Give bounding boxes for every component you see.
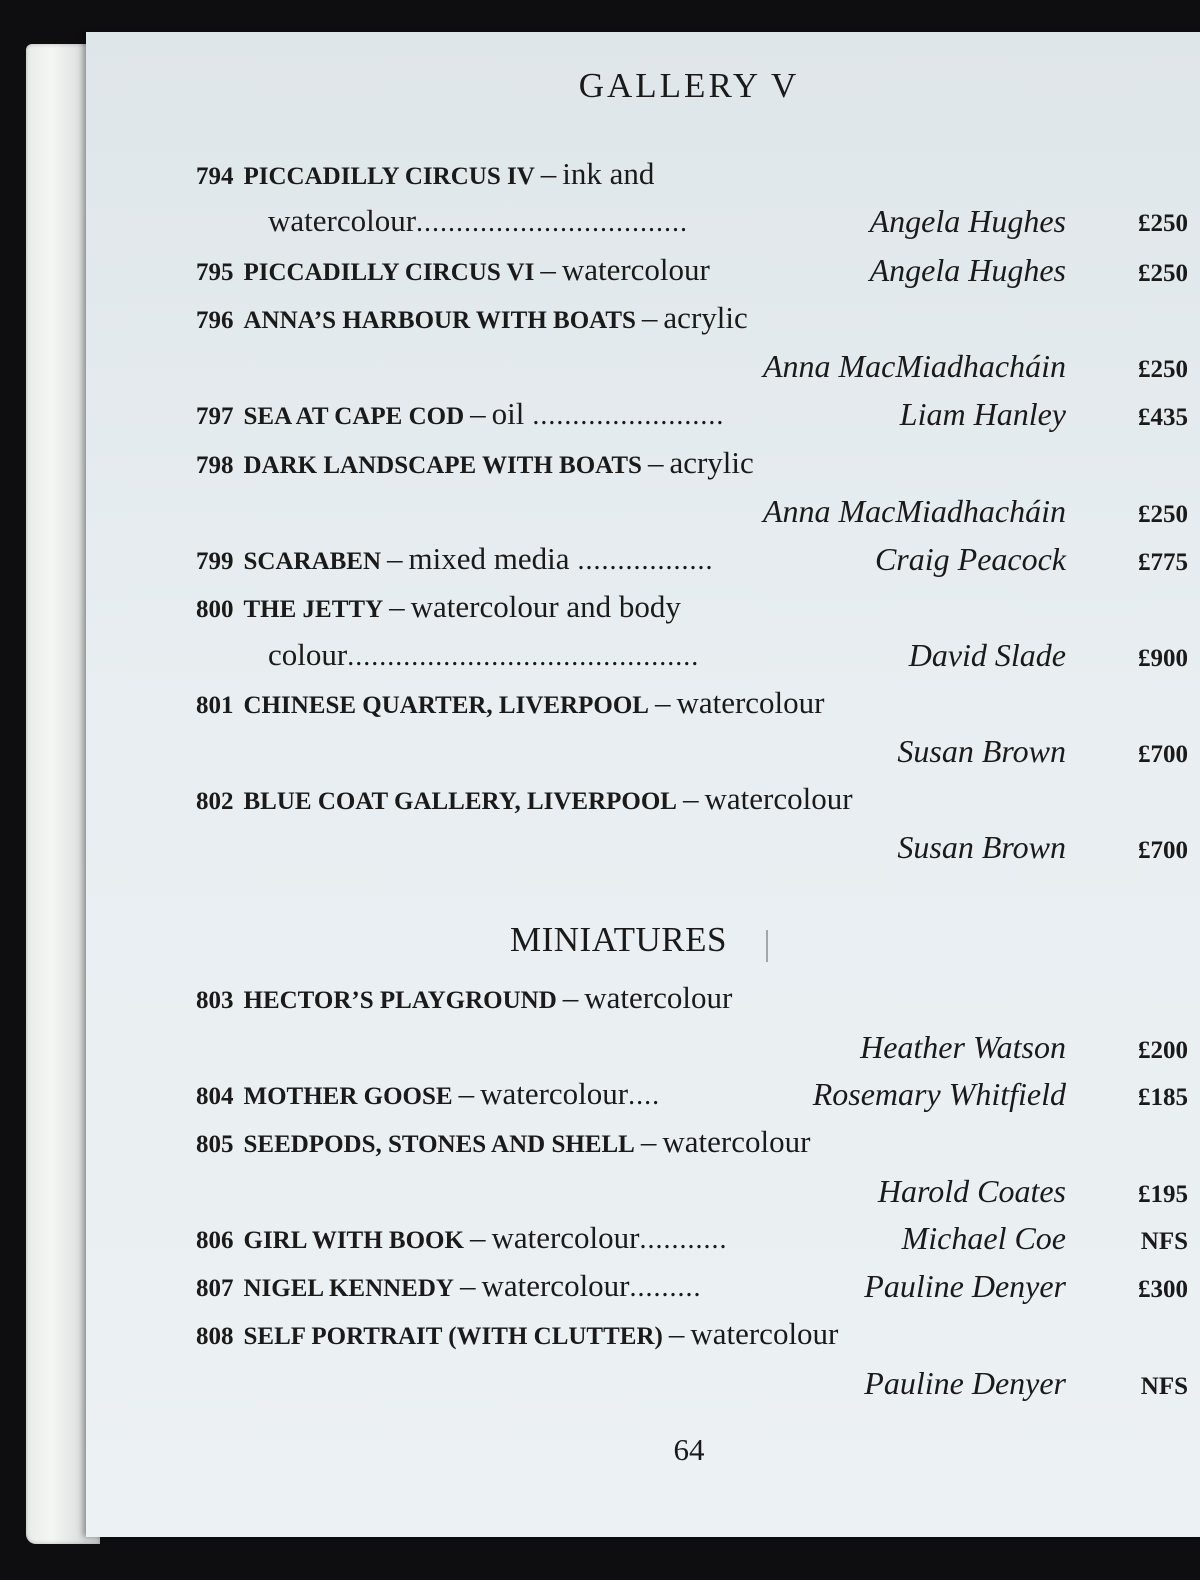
entry-artist: Anna MacMiadhacháin <box>762 348 1066 384</box>
entry-title: SELF PORTRAIT (WITH CLUTTER) <box>243 1323 663 1350</box>
entry-medium: watercolour <box>491 1220 640 1255</box>
entry-798-cont <box>196 493 1076 537</box>
entry-artist: Craig Peacock <box>874 541 1066 577</box>
entry-artist: Heather Watson <box>860 1029 1066 1065</box>
entry-795: 795 PICCADILLY CIRCUS VI – watercolour Angela Hughes <box>196 252 1066 288</box>
entry-price: £900 <box>1138 645 1188 672</box>
entry-title: CHINESE QUARTER, LIVERPOOL <box>243 692 649 719</box>
entry-798: 798 DARK LANDSCAPE WITH BOATS – acrylic <box>196 445 754 480</box>
entry-number: 807 <box>196 1275 234 1302</box>
entry-title: GIRL WITH BOOK <box>243 1227 464 1254</box>
entry-artist: David Slade <box>908 637 1066 673</box>
entry-artist: Pauline Denyer <box>864 1268 1066 1304</box>
entry-artist: Rosemary Whitfield <box>812 1076 1066 1112</box>
entry-medium: watercolour <box>690 1316 839 1351</box>
entry-799: 799 SCARABEN – mixed media ................. Craig Peacock <box>196 541 1066 577</box>
entry-price: £300 <box>1138 1276 1188 1303</box>
entry-medium: mixed media <box>408 541 570 576</box>
entry-801-cont <box>196 733 1076 777</box>
entry-medium: acrylic <box>669 445 754 480</box>
entry-801: 801 CHINESE QUARTER, LIVERPOOL – watercolour <box>196 685 825 720</box>
entry-802: 802 BLUE COAT GALLERY, LIVERPOOL – watercolour <box>196 781 853 816</box>
page-number: 64 <box>673 1432 705 1467</box>
entry-808: 808 SELF PORTRAIT (WITH CLUTTER) – watercolour <box>196 1316 839 1351</box>
entry-price: £250 <box>1138 356 1188 383</box>
entry-802-cont <box>196 829 1076 873</box>
entry-number: 795 <box>196 259 234 286</box>
entry-803: 803 HECTOR’S PLAYGROUND – watercolour <box>196 980 733 1015</box>
entry-803-cont <box>196 1029 1076 1073</box>
entry-title: PICCADILLY CIRCUS VI <box>243 259 535 286</box>
entry-title: SCARABEN <box>243 548 382 575</box>
entry-price: £195 <box>1138 1181 1188 1208</box>
entry-number: 794 <box>196 163 234 190</box>
entry-800: 800 THE JETTY – watercolour and body <box>196 589 681 624</box>
stray-mark <box>766 930 768 962</box>
entry-title: NIGEL KENNEDY <box>243 1275 454 1302</box>
entry-800-cont: colour............................................ David Slade <box>268 637 1066 673</box>
entry-price: NFS <box>1140 1228 1188 1255</box>
entry-medium: watercolour <box>481 1268 630 1303</box>
entry-medium-cont: watercolour <box>268 203 417 238</box>
entry-title: DARK LANDSCAPE WITH BOATS <box>243 452 642 479</box>
entry-number: 801 <box>196 692 234 719</box>
entry-794: 794 PICCADILLY CIRCUS IV – ink and <box>196 156 655 191</box>
entry-artist: Harold Coates <box>877 1173 1066 1209</box>
entry-807: 807 NIGEL KENNEDY – watercolour......... Pauline Denyer <box>196 1268 1066 1304</box>
entry-artist: Angela Hughes <box>869 203 1066 239</box>
entry-medium: watercolour <box>584 980 733 1015</box>
entry-price: £250 <box>1138 260 1188 287</box>
entry-artist: Michael Coe <box>901 1220 1066 1256</box>
entry-medium: watercolour <box>704 781 853 816</box>
entry-number: 808 <box>196 1323 234 1350</box>
entry-medium: watercolour <box>662 1124 811 1159</box>
entry-805-cont <box>196 1173 1076 1217</box>
entry-price: £435 <box>1138 404 1188 431</box>
entry-medium-cont: colour <box>268 637 348 672</box>
entry-price: £200 <box>1138 1037 1188 1064</box>
entry-805: 805 SEEDPODS, STONES AND SHELL – watercolour <box>196 1124 811 1159</box>
entry-number: 798 <box>196 452 234 479</box>
entry-number: 800 <box>196 596 234 623</box>
entry-medium: watercolour <box>676 685 825 720</box>
entry-title: PICCADILLY CIRCUS IV <box>243 163 535 190</box>
entry-808-cont <box>196 1365 1076 1409</box>
entry-number: 797 <box>196 403 234 430</box>
entry-number: 796 <box>196 307 234 334</box>
entry-number: 802 <box>196 788 234 815</box>
entry-price: £250 <box>1138 501 1188 528</box>
entry-price: £700 <box>1138 837 1188 864</box>
page-title: GALLERY V <box>578 66 800 105</box>
entry-artist: Angela Hughes <box>869 252 1066 288</box>
entry-title: SEEDPODS, STONES AND SHELL <box>243 1131 635 1158</box>
entry-price: £700 <box>1138 741 1188 768</box>
entry-number: 805 <box>196 1131 234 1158</box>
entry-number: 806 <box>196 1227 234 1254</box>
entry-medium: oil <box>491 396 525 431</box>
section-title: MINIATURES <box>510 920 727 959</box>
entry-artist: Susan Brown <box>897 733 1066 769</box>
entry-number: 804 <box>196 1083 234 1110</box>
entry-title: SEA AT CAPE COD <box>243 403 465 430</box>
entry-medium: watercolour <box>480 1076 629 1111</box>
entry-artist: Pauline Denyer <box>864 1365 1066 1401</box>
entry-794-cont: watercolour.................................. Angela Hughes <box>268 203 1066 239</box>
entry-medium: ink and <box>562 156 655 191</box>
entry-title: BLUE COAT GALLERY, LIVERPOOL <box>243 788 677 815</box>
entry-artist: Liam Hanley <box>899 396 1066 432</box>
entry-artist: Anna MacMiadhacháin <box>762 493 1066 529</box>
entry-price: £250 <box>1138 210 1188 237</box>
entry-medium: acrylic <box>663 300 748 335</box>
entry-806: 806 GIRL WITH BOOK – watercolour........... Michael Coe <box>196 1220 1066 1256</box>
entry-title: ANNA’S HARBOUR WITH BOATS <box>243 307 636 334</box>
entry-797: 797 SEA AT CAPE COD – oil ........................ Liam Hanley <box>196 396 1066 432</box>
entry-804: 804 MOTHER GOOSE – watercolour.... Rosemary Whitfield <box>196 1076 1066 1112</box>
catalogue-page <box>86 32 1200 1537</box>
entry-796: 796 ANNA’S HARBOUR WITH BOATS – acrylic <box>196 300 748 335</box>
entry-title: THE JETTY <box>243 596 384 623</box>
entry-title: MOTHER GOOSE <box>243 1083 453 1110</box>
entry-medium: watercolour <box>561 252 710 287</box>
entry-number: 799 <box>196 548 234 575</box>
entry-price: £775 <box>1138 549 1188 576</box>
entry-796-cont <box>196 348 1076 392</box>
entry-price: £185 <box>1138 1084 1188 1111</box>
entry-price: NFS <box>1140 1373 1188 1400</box>
entry-artist: Susan Brown <box>897 829 1066 865</box>
entry-title: HECTOR’S PLAYGROUND <box>243 987 557 1014</box>
entry-number: 803 <box>196 987 234 1014</box>
entry-medium: watercolour and body <box>410 589 681 624</box>
